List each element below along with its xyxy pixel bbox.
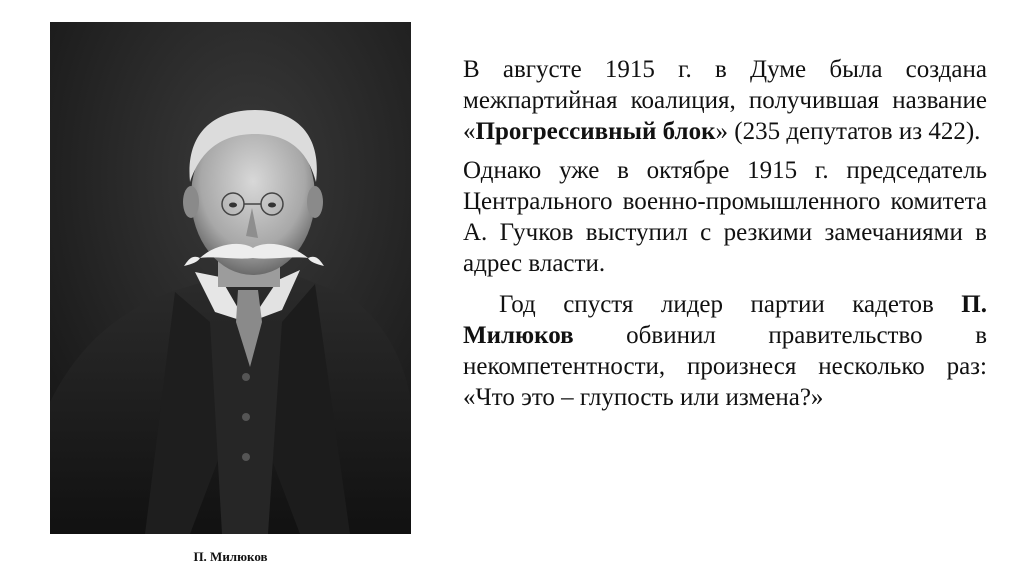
paragraph-bold-name: П. Милюков <box>463 291 987 349</box>
paragraph-text: Год спустя лидер партии кадетов <box>499 291 962 318</box>
portrait-photo <box>50 22 411 534</box>
paragraph-progressive-bloc <box>463 54 987 147</box>
paragraph-milyukov <box>463 289 987 413</box>
paragraph-text: В августе 1915 г. в Думе была создана межпартийная коалиция, получившая название « <box>463 56 987 145</box>
paragraph-guchkov: Однако уже в октябре 1915 г. председатель Центрального военно-промышленного комитета А. Гучков выступил с резкими замечаниями в адрес власти. <box>463 157 987 277</box>
portrait-illustration <box>50 22 411 534</box>
paragraph-text: обвинил правительство в некомпетентности, произнеся несколько раз: «Что это – глупость или измена?» <box>463 322 987 411</box>
paragraph-text: » (235 депутатов из 422). <box>715 118 981 145</box>
photo-caption: П. Милюков <box>193 549 268 564</box>
paragraph-bold-term: Прогрессивный блок <box>475 118 716 145</box>
slide-text <box>463 54 987 421</box>
